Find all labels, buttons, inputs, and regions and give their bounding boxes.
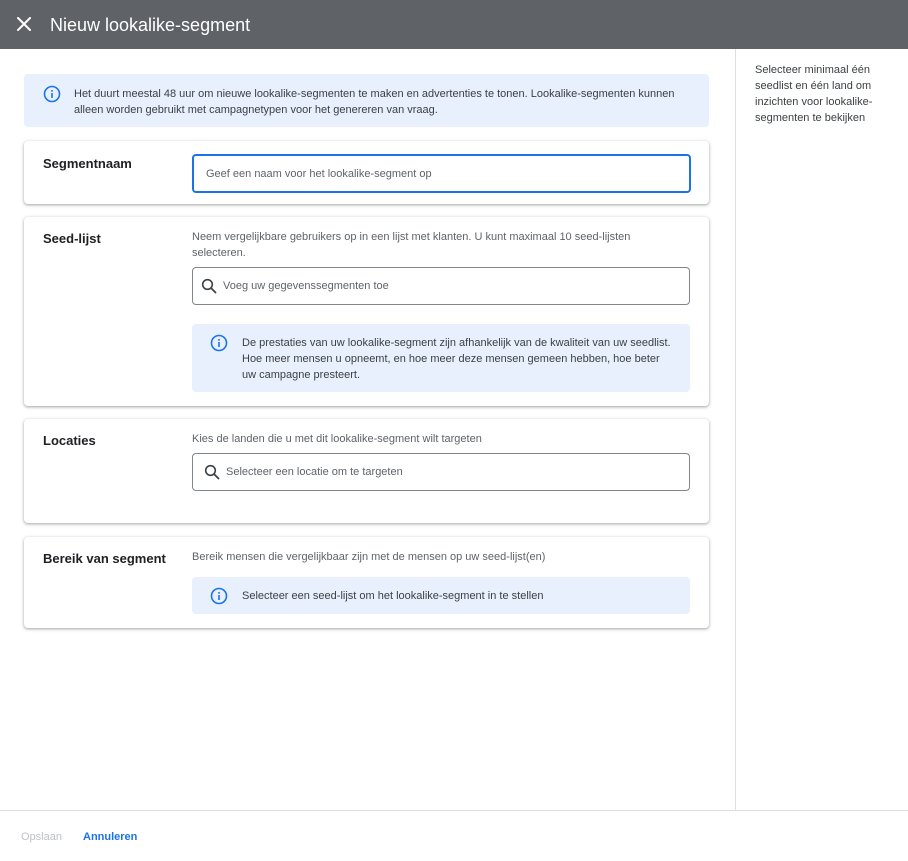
top-bar (0, 0, 908, 49)
reach-description: Bereik mensen die vergelijkbaar zijn met de mensen op uw seed-lijst(en) (192, 551, 546, 563)
seed-list-label: Seed-lijst (43, 231, 101, 246)
segment-name-field[interactable] (192, 154, 691, 193)
reach-label: Bereik van segment (43, 551, 166, 566)
locations-search-input[interactable] (226, 454, 676, 490)
close-icon (17, 17, 31, 31)
info-icon (43, 85, 61, 103)
side-panel-text: Selecteer minimaal één seedlist en één land om inzichten voor lookalike-segmenten te bekijken (755, 64, 873, 124)
footer (0, 810, 908, 861)
segment-name-input[interactable] (206, 156, 676, 191)
info-icon (210, 334, 228, 352)
page-title: Nieuw lookalike-segment (50, 15, 251, 35)
save-button[interactable]: Opslaan (21, 831, 62, 843)
banner-text: Het duurt meestal 48 uur om nieuwe lookalike-segmenten te maken en advertenties te tonen. Lookalike-segmenten kunnen alleen worden gebruikt met campagnetypen voor het genereren van vraag. (74, 88, 675, 116)
locations-description: Kies de landen die u met dit lookalike-segment wilt targeten (192, 433, 482, 445)
search-icon (201, 278, 217, 294)
cancel-button[interactable]: Annuleren (83, 831, 138, 843)
info-icon (210, 587, 228, 605)
search-icon (204, 464, 220, 480)
seed-list-search-field[interactable] (192, 267, 690, 305)
seed-list-card (24, 217, 709, 406)
main-content (0, 49, 735, 810)
seed-list-search-input[interactable] (223, 268, 673, 304)
side-panel (735, 49, 908, 810)
close-button[interactable] (12, 12, 36, 36)
info-banner (24, 74, 709, 127)
locations-card (24, 419, 709, 523)
reach-info-text: Selecteer een seed-lijst om het lookalike-segment in te stellen (242, 590, 544, 602)
seed-list-info-text: De prestaties van uw lookalike-segment zijn afhankelijk van de kwaliteit van uw seedlist. Hoe meer mensen u opneemt, en hoe meer deze mensen gemeen hebben, hoe beter uw campagne presteert. (242, 337, 671, 381)
seed-list-description: Neem vergelijkbare gebruikers op in een lijst met klanten. U kunt maximaal 10 seed-lijsten selecteren. (192, 231, 631, 259)
seed-list-info-box (192, 324, 690, 392)
segment-name-card (24, 141, 709, 204)
locations-search-field[interactable] (192, 453, 690, 491)
reach-info-box (192, 577, 690, 614)
reach-card (24, 537, 709, 628)
segment-name-label: Segmentnaam (43, 156, 132, 171)
locations-label: Locaties (43, 433, 96, 448)
